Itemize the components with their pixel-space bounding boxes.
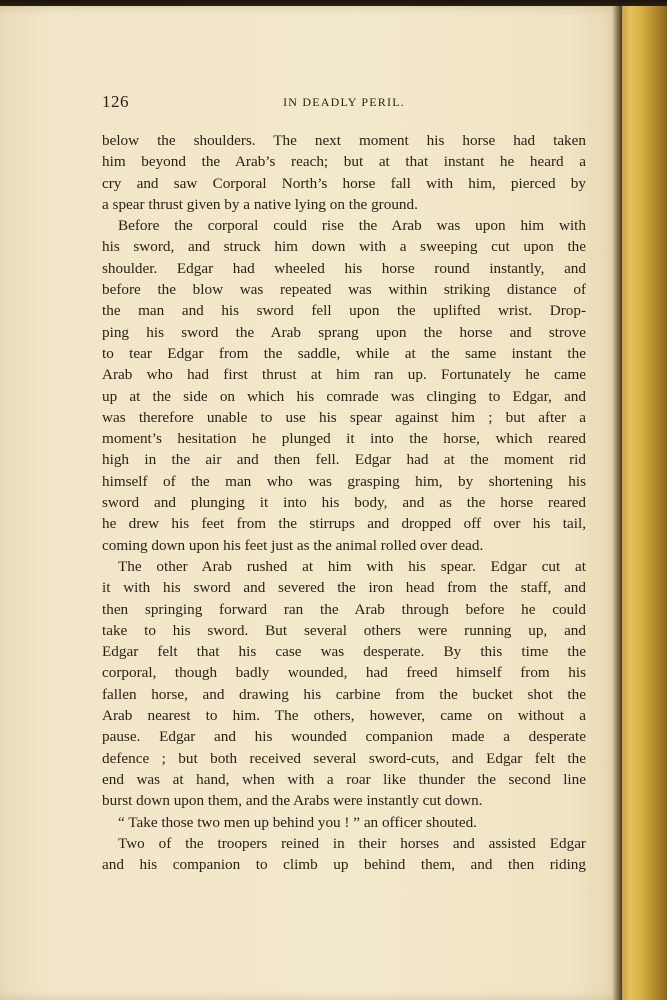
page-header bbox=[102, 92, 586, 116]
text-line: end was at hand, when with a roar like thunder the second line bbox=[102, 770, 586, 788]
text-line: cry and saw Corporal North’s horse fall with him, pierced by bbox=[102, 174, 586, 192]
text-line: below the shoulders. The next moment his horse had taken bbox=[102, 132, 586, 149]
text-line: high in the air and then fell. Edgar had at the moment rid bbox=[102, 451, 586, 469]
text-line: then springing forward ran the Arab through before he could bbox=[102, 600, 586, 618]
text-line: shoulder. Edgar had wheeled his horse round instantly, and bbox=[102, 259, 586, 277]
text-line: it with his sword and severed the iron head from the staff, and bbox=[102, 579, 586, 597]
running-head: IN DEADLY PERIL. bbox=[283, 95, 405, 109]
text-line: Before the corporal could rise the Arab was upon him with bbox=[118, 217, 586, 235]
text-line: Edgar felt that his case was desperate. By this time the bbox=[102, 643, 586, 661]
text-line: The other Arab rushed at him with his spear. Edgar cut at bbox=[118, 557, 586, 575]
text-line: his sword, and struck him down with a sweeping cut upon the bbox=[102, 238, 586, 256]
text-line: moment’s hesitation he plunged it into the horse, which reared bbox=[102, 430, 586, 448]
text-line: before the blow was repeated was within striking distance of bbox=[102, 281, 586, 299]
text-line: coming down upon his feet just as the animal rolled over dead. bbox=[102, 536, 484, 554]
text-line: Two of the troopers reined in their horses and assisted Edgar bbox=[118, 834, 586, 852]
text-line: Arab who had first thrust at him ran up. Fortunately he came bbox=[102, 366, 586, 384]
text-line: a spear thrust given by a native lying on the ground. bbox=[102, 195, 418, 213]
text-line: to tear Edgar from the saddle, while at the same instant the bbox=[102, 344, 586, 362]
text-line: fallen horse, and drawing his carbine from the bucket shot the bbox=[102, 685, 586, 703]
text-line: Arab nearest to him. The others, however, came on without a bbox=[102, 707, 586, 725]
text-line: himself of the man who was grasping him, by shortening his bbox=[102, 472, 586, 490]
text-line: burst down upon them, and the Arabs were instantly cut down. bbox=[102, 792, 483, 810]
text-line: take to his sword. But several others were running up, and bbox=[102, 621, 586, 639]
text-line: sword and plunging it into his body, and as the horse reared bbox=[102, 494, 586, 512]
text-line: he drew his feet from the stirrups and dropped off over his tail, bbox=[102, 515, 586, 533]
text-line: “ Take those two men up behind you ! ” an officer shouted. bbox=[118, 813, 477, 831]
text-line: and his companion to climb up behind them, and then riding bbox=[102, 856, 586, 874]
text-line: up at the side on which his comrade was clinging to Edgar, and bbox=[102, 387, 586, 405]
text-line: was therefore unable to use his spear against him ; but after a bbox=[102, 408, 586, 426]
book-spine-binding bbox=[622, 0, 667, 1000]
top-scan-edge bbox=[0, 0, 667, 6]
text-line: ping his sword the Arab sprang upon the horse and strove bbox=[102, 323, 586, 341]
text-line: defence ; but both received several sword-cuts, and Edgar felt the bbox=[102, 749, 586, 767]
text-line: the man and his sword fell upon the uplifted wrist. Drop- bbox=[102, 302, 586, 320]
text-line: him beyond the Arab’s reach; but at that instant he heard a bbox=[102, 153, 586, 171]
page-number: 126 bbox=[102, 92, 129, 111]
text-line: pause. Edgar and his wounded companion made a desperate bbox=[102, 728, 586, 746]
text-line: corporal, though badly wounded, had freed himself from his bbox=[102, 664, 586, 682]
body-text bbox=[102, 130, 586, 875]
